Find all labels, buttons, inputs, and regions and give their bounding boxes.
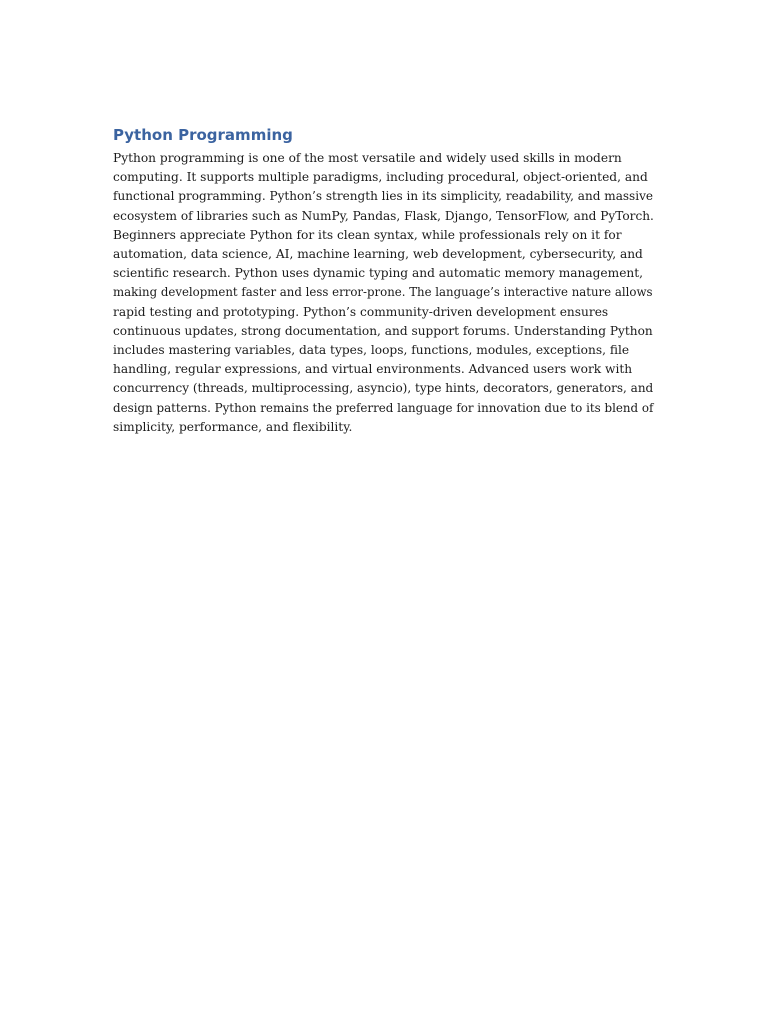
paragraph-line: making development faster and less error-prone. The language’s interactive nature allows — [113, 285, 653, 300]
paragraph-line: concurrency (threads, multiprocessing, asyncio), type hints, decorators, generators, and — [113, 381, 654, 396]
paragraph-line: scientific research. Python uses dynamic typing and automatic memory management, — [113, 266, 644, 281]
paragraph-line: handling, regular expressions, and virtual environments. Advanced users work with — [113, 362, 633, 377]
paragraph-line: automation, data science, AI, machine learning, web development, cybersecurity, and — [113, 247, 643, 262]
paragraph-line: computing. It supports multiple paradigms, including procedural, object-oriented, and — [113, 170, 648, 185]
paragraph-line: includes mastering variables, data types, loops, functions, modules, exceptions, file — [113, 343, 630, 358]
paragraph-line: functional programming. Python’s strength lies in its simplicity, readability, and massive — [113, 189, 654, 204]
paragraph-line: simplicity, performance, and flexibility. — [113, 419, 353, 434]
paragraph-line: continuous updates, strong documentation, and support forums. Understanding Python — [113, 323, 653, 338]
paragraph-line: design patterns. Python remains the preferred language for innovation due to its blend of — [113, 400, 654, 415]
document-content — [113, 124, 653, 437]
paragraph-line: rapid testing and prototyping. Python’s community-driven development ensures — [113, 304, 609, 319]
paragraph-line: Python programming is one of the most versatile and widely used skills in modern — [113, 151, 622, 165]
paragraph-line: Beginners appreciate Python for its clean syntax, while professionals rely on it for — [113, 227, 622, 242]
paragraph-line: ecosystem of libraries such as NumPy, Pandas, Flask, Django, TensorFlow, and PyTorch. — [113, 208, 654, 223]
section-heading: Python Programming — [113, 126, 293, 144]
body-paragraph — [113, 149, 653, 437]
